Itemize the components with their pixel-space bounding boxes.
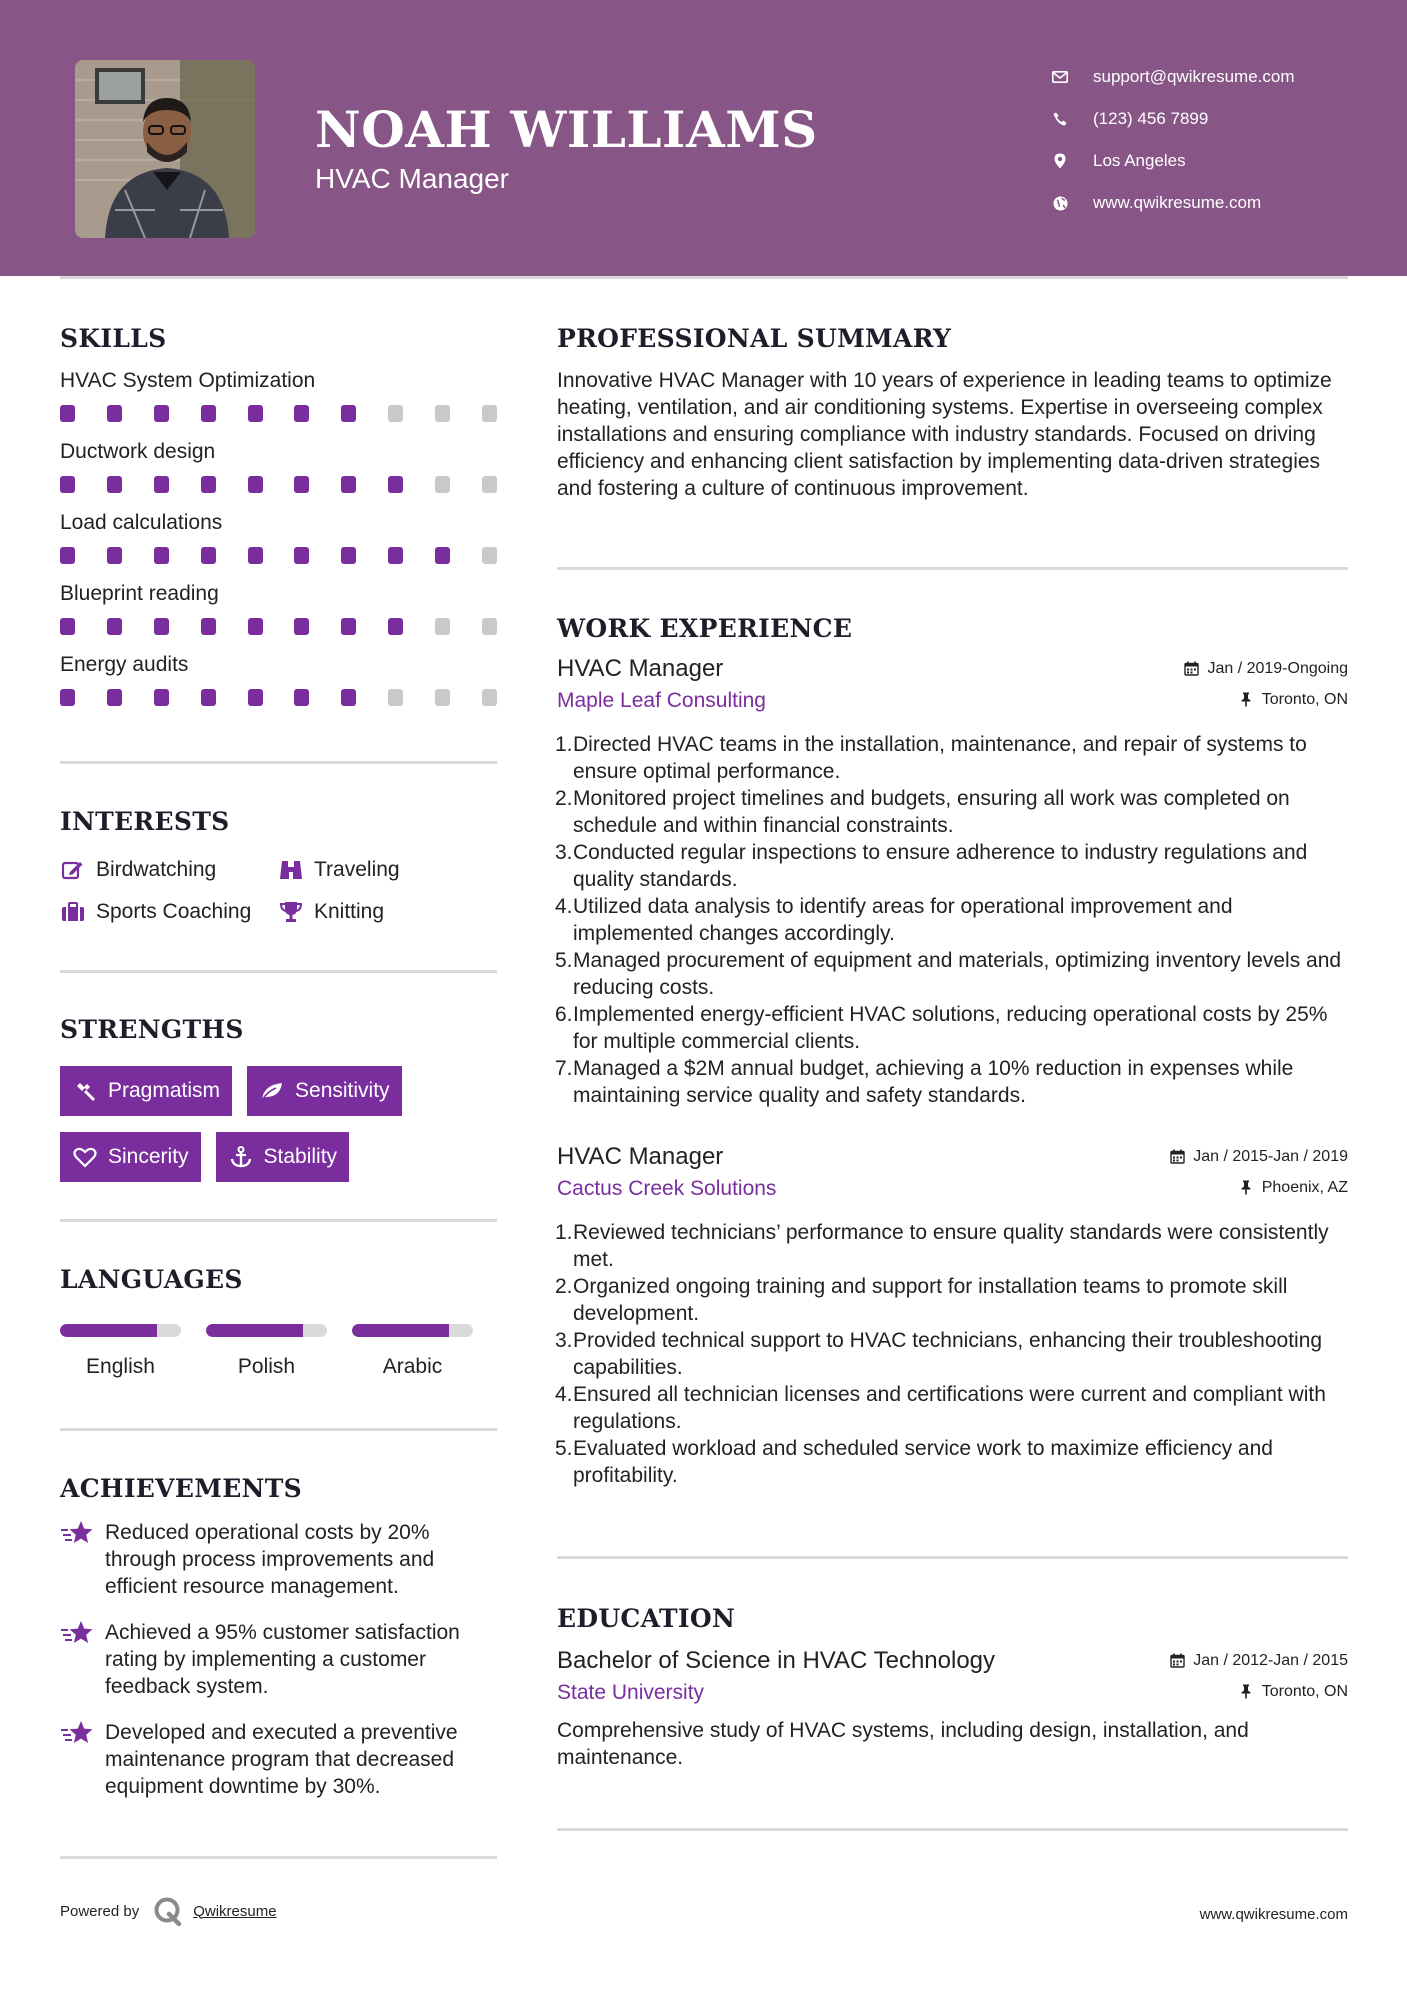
bullet-number: 5. [555,1437,573,1460]
language-level-fill [60,1324,157,1337]
job-sub [557,689,1348,713]
summary-divider [557,567,1348,570]
job-entry [557,655,1348,1109]
shooting-star-icon [60,1719,94,1749]
skill-dot-empty [435,405,450,422]
shooting-star-icon [60,1519,94,1549]
bullet-text: Utilized data analysis to identify areas for operational improvement and implemented changes accordingly. [573,895,1233,945]
job-sub [557,1177,1348,1201]
skill-dot-filled [248,618,263,635]
skill-rating [60,547,497,564]
skills-title: SKILLS [60,324,167,353]
education-head [557,1647,1348,1675]
skill-dot-filled [341,689,356,706]
summary-title: PROFESSIONAL SUMMARY [557,324,952,353]
jobs-list [557,655,1348,1489]
contact-email-text: support@qwikresume.com [1093,67,1295,86]
strengths-title: STRENGTHS [60,1015,244,1044]
job-location [1238,691,1348,709]
briefcase-icon [60,900,86,924]
interest-label: Sports Coaching [96,900,252,923]
pushpin-icon [1238,692,1254,708]
strengths-section [60,1015,497,1182]
skill-dot-filled [248,476,263,493]
achievement-item [60,1519,497,1600]
skill-name: Load calculations [60,511,223,534]
achievements-list [60,1519,497,1800]
language-level-fill [206,1324,303,1337]
skill-item [60,511,497,564]
education-title: EDUCATION [557,1604,736,1633]
calendar-icon [1169,1149,1185,1165]
bullet-text: Ensured all technician licenses and certifications were current and compliant with regulations. [573,1383,1326,1433]
achievement-item [60,1719,497,1800]
leaf-icon [259,1079,285,1103]
skill-dot-filled [201,476,216,493]
skill-dot-filled [107,476,122,493]
achievement-text: Achieved a 95% customer satisfaction rating by implementing a customer feedback system. [105,1621,460,1698]
skill-dot-filled [107,618,122,635]
envelope-icon [1050,67,1070,87]
job-dates-text: Jan / 2015-Jan / 2019 [1193,1147,1348,1165]
strength-tag [60,1132,201,1182]
interest-label: Birdwatching [96,858,217,881]
skill-dot-empty [482,405,497,422]
job-bullet [557,1219,1348,1273]
bullet-number: 3. [555,1329,573,1352]
bullet-text: Managed procurement of equipment and materials, optimizing inventory levels and reducing costs. [573,949,1342,999]
interest-item [60,900,278,924]
skill-rating [60,618,497,635]
interest-item [278,858,478,882]
skill-dot-filled [341,618,356,635]
achievement-text: Developed and executed a preventive maintenance program that decreased equipment downtime by 30%. [105,1721,458,1798]
bullet-number: 4. [555,1383,573,1406]
candidate-role: HVAC Manager [315,163,510,194]
trophy-icon [278,900,304,924]
skill-dot-filled [294,476,309,493]
job-bullet [557,1435,1348,1489]
job-company: Maple Leaf Consulting [557,689,766,712]
skill-dot-filled [388,547,403,564]
skill-dot-filled [154,405,169,422]
skill-dot-filled [107,689,122,706]
job-title: HVAC Manager [557,1143,724,1170]
pushpin-icon [1238,1180,1254,1196]
skill-rating [60,689,497,706]
skill-dot-filled [388,476,403,493]
bullet-number: 7. [555,1057,573,1080]
education-description: Comprehensive study of HVAC systems, including design, installation, and maintenance. [557,1719,1249,1769]
contact-list [1050,56,1295,224]
strength-tag [216,1132,350,1182]
skill-dot-filled [248,547,263,564]
skill-dot-filled [248,405,263,422]
profile-photo [75,60,255,238]
experience-divider [557,1556,1348,1559]
interests-section [60,807,497,924]
education-section [557,1604,1348,1771]
skill-dot-filled [294,618,309,635]
strength-label: Pragmatism [108,1079,221,1102]
calendar-icon [1169,1653,1185,1669]
shooting-star-icon [60,1619,94,1649]
bullet-number: 2. [555,787,573,810]
summary-text: Innovative HVAC Manager with 10 years of experience in leading teams to optimize heating, ventilation, and air conditioning systems. Expertise in overseeing complex installations and ensuring compliance with industry standards. Focused on driving efficiency and enhancing client satisfaction by implementing data-driven strategies and fostering a culture of continuous improvement. [557,369,1332,500]
skill-dot-empty [388,689,403,706]
interests-title: INTERESTS [60,807,230,836]
skill-dot-filled [248,689,263,706]
job-entry [557,1143,1348,1489]
achievement-item [60,1619,497,1700]
qwikresume-link[interactable]: Qwikresume [193,1902,277,1920]
contact-phone-text: (123) 456 7899 [1093,109,1209,128]
language-item [206,1324,327,1379]
bullet-text: Reviewed technicians’ performance to ensure quality standards were consistently met. [573,1221,1329,1271]
job-company: Cactus Creek Solutions [557,1177,777,1200]
skill-name: HVAC System Optimization [60,369,316,392]
interest-item [278,900,478,924]
contact-website[interactable] [1050,182,1295,224]
interests-list [60,858,497,924]
skill-dot-filled [201,618,216,635]
strength-tag [60,1066,232,1116]
pushpin-icon [1238,1684,1254,1700]
skill-dot-filled [154,476,169,493]
education-school: State University [557,1681,705,1704]
strength-label: Sincerity [108,1145,189,1168]
skill-dot-empty [482,618,497,635]
skill-name: Blueprint reading [60,582,219,605]
skills-section [60,324,497,706]
anchor-icon [228,1145,254,1169]
education-degree: Bachelor of Science in HVAC Technology [557,1647,996,1674]
job-bullet [557,1381,1348,1435]
skill-dot-filled [154,618,169,635]
gavel-icon [72,1079,98,1103]
skills-list [60,369,497,706]
bullet-text: Managed a $2M annual budget, achieving a 10% reduction in expenses while maintaining service quality and safety standards. [573,1057,1294,1107]
job-location-text: Phoenix, AZ [1261,1178,1348,1196]
skill-dot-filled [154,689,169,706]
skill-dot-filled [294,689,309,706]
skill-dot-filled [294,405,309,422]
skill-item [60,440,497,493]
languages-divider [60,1428,497,1431]
bullet-text: Conducted regular inspections to ensure adherence to industry regulations and quality standards. [573,841,1308,891]
binoculars-icon [278,858,304,882]
skill-dot-filled [294,547,309,564]
resume-header [0,0,1407,276]
skill-item [60,653,497,706]
language-level-bar [206,1324,327,1337]
strength-label: Sensitivity [295,1079,390,1102]
job-bullets [557,731,1348,1109]
bullet-text: Evaluated workload and scheduled service work to maximize efficiency and profitability. [573,1437,1273,1487]
bullet-text: Directed HVAC teams in the installation, maintenance, and repair of systems to ensure optimal performance. [573,733,1307,783]
footer-website[interactable]: www.qwikresume.com [1199,1906,1348,1923]
language-item [60,1324,181,1379]
skill-rating [60,476,497,493]
job-bullet [557,1055,1348,1109]
skill-dot-filled [60,476,75,493]
skill-dot-empty [435,618,450,635]
header-divider [60,276,1348,279]
skill-dot-filled [60,405,75,422]
job-bullets [557,1219,1348,1489]
bullet-number: 1. [555,1221,573,1244]
interests-divider [60,970,497,973]
strength-label: Stability [263,1145,338,1168]
bullet-text: Implemented energy-efficient HVAC solutions, reducing operational costs by 25% for multiple commercial clients. [573,1003,1328,1053]
skill-item [60,582,497,635]
contact-website-text: www.qwikresume.com [1093,193,1262,212]
powered-by-text: Powered by [60,1902,140,1920]
education-location [1238,1683,1348,1701]
skill-dot-filled [154,547,169,564]
skill-dot-filled [435,547,450,564]
language-name: Polish [237,1355,296,1378]
contact-email[interactable] [1050,56,1295,98]
skill-dot-filled [107,547,122,564]
job-bullet [557,731,1348,785]
job-bullet [557,1327,1348,1381]
achievements-divider [60,1856,497,1859]
candidate-name: NOAH WILLIAMS [315,100,818,159]
job-bullet [557,785,1348,839]
strengths-divider [60,1219,497,1222]
pencil-square-icon [60,858,86,882]
job-bullet [557,839,1348,893]
skill-dot-filled [60,689,75,706]
bullet-number: 5. [555,949,573,972]
education-divider [557,1828,1348,1831]
job-title: HVAC Manager [557,655,724,682]
skill-item [60,369,497,422]
job-bullet [557,1273,1348,1327]
interest-item [60,858,278,882]
skill-dot-empty [435,476,450,493]
skill-dot-empty [482,476,497,493]
languages-list [60,1324,497,1379]
skill-dot-filled [60,547,75,564]
language-item [352,1324,473,1379]
job-bullet [557,893,1348,947]
skill-dot-empty [482,689,497,706]
bullet-number: 2. [555,1275,573,1298]
job-bullet [557,947,1348,1001]
contact-location-text: Los Angeles [1093,151,1186,170]
interest-label: Traveling [314,858,400,881]
qwikresume-logo-icon [153,1896,183,1926]
education-location-text: Toronto, ON [1261,1682,1348,1700]
bullet-number: 4. [555,895,573,918]
strength-tag [247,1066,402,1116]
skills-divider [60,761,497,764]
contact-phone[interactable] [1050,98,1295,140]
language-level-bar [60,1324,181,1337]
bullet-text: Provided technical support to HVAC technicians, enhancing their troubleshooting capabilities. [573,1329,1323,1379]
achievements-section [60,1474,497,1800]
bullet-text: Monitored project timelines and budgets, ensuring all work was completed on schedule and within financial constraints. [573,787,1290,837]
job-dates [1183,660,1348,678]
calendar-icon [1183,661,1199,677]
education-dates-text: Jan / 2012-Jan / 2015 [1193,1651,1348,1669]
education-dates [1169,1652,1348,1670]
summary-section [557,324,1348,502]
job-location-text: Toronto, ON [1261,690,1348,708]
skill-dot-filled [341,405,356,422]
skill-dot-filled [201,689,216,706]
skill-dot-filled [388,618,403,635]
bullet-number: 6. [555,1003,573,1026]
experience-section [557,614,1348,1489]
footer-powered [60,1896,277,1926]
bullet-number: 3. [555,841,573,864]
globe-icon [1050,193,1070,213]
job-bullet [557,1001,1348,1055]
language-level-fill [352,1324,449,1337]
job-head [557,1143,1348,1171]
education-sub [557,1681,1348,1705]
job-dates [1169,1148,1348,1166]
skill-dot-filled [107,405,122,422]
job-head [557,655,1348,683]
strengths-list [60,1066,497,1182]
experience-title: WORK EXPERIENCE [557,614,853,643]
achievement-text: Reduced operational costs by 20% through process improvements and efficient resource management. [105,1521,435,1598]
skill-dot-empty [435,689,450,706]
language-name: English [86,1355,155,1378]
skill-dot-empty [388,405,403,422]
skill-rating [60,405,497,422]
bullet-text: Organized ongoing training and support for installation teams to promote skill development. [573,1275,1288,1325]
contact-location [1050,140,1295,182]
phone-icon [1050,109,1070,129]
skill-name: Ductwork design [60,440,216,463]
skill-dot-filled [201,547,216,564]
achievements-title: ACHIEVEMENTS [60,1474,302,1503]
location-pin-icon [1050,151,1070,171]
heart-icon [72,1145,98,1169]
interest-label: Knitting [314,900,385,923]
skill-dot-filled [341,547,356,564]
skill-dot-empty [482,547,497,564]
skill-dot-filled [201,405,216,422]
language-level-bar [352,1324,473,1337]
languages-title: LANGUAGES [60,1265,243,1294]
skill-name: Energy audits [60,653,189,676]
skill-dot-filled [341,476,356,493]
job-dates-text: Jan / 2019-Ongoing [1207,659,1348,677]
skill-dot-filled [60,618,75,635]
language-name: Arabic [382,1355,443,1378]
languages-section [60,1265,497,1379]
job-location [1238,1179,1348,1197]
bullet-number: 1. [555,733,573,756]
